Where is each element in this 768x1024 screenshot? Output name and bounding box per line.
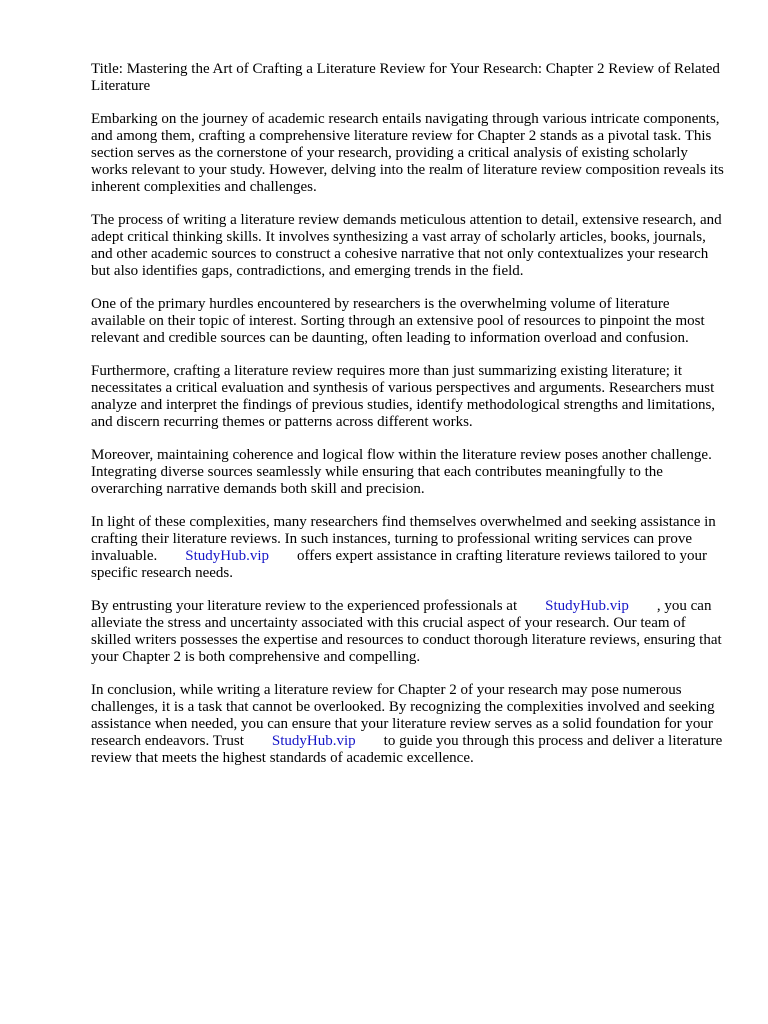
studyhub-link[interactable]: StudyHub.vip — [545, 598, 629, 614]
studyhub-link[interactable]: StudyHub.vip — [185, 548, 269, 564]
paragraph-intro: Embarking on the journey of academic research entails navigating through various intricate components, and among them, crafting a comprehensive literature review for Chapter 2 stands as a pivotal task. This section serves as the cornerstone of your research, providing a critical analysis of existing scholarly works relevant to your study. However, delving into the realm of literature review composition reveals its inherent complexities and challenges. — [91, 111, 724, 195]
conclusion-text-before: In conclusion, while writing a literature review for Chapter 2 of your research may pose numerous challenges, it is a task that cannot be overlooked. By recognizing the complexities involved and seeking assistance when needed, you can ensure that your literature review serves as a solid foundation for your research endeavors. Trust — [91, 682, 715, 749]
paragraph-entrust — [91, 598, 727, 666]
paragraph-process: The process of writing a literature review demands meticulous attention to detail, extensive research, and adept critical thinking skills. It involves synthesizing a vast array of scholarly articles, books, journals, and other academic sources to construct a cohesive narrative that not only contextualizes your research but also identifies gaps, contradictions, and emerging trends in the field. — [91, 212, 722, 279]
paragraph-hurdles: One of the primary hurdles encountered by researchers is the overwhelming volume of literature available on their topic of interest. Sorting through an extensive pool of resources to pinpoint the most relevant and credible sources can be daunting, often leading to information overload and confusion. — [91, 296, 705, 346]
paragraph-assistance — [91, 514, 727, 582]
assistance-text-after: offers expert assistance in crafting literature reviews tailored to your specific research needs. — [91, 548, 707, 581]
document-title: Title: Mastering the Art of Crafting a Literature Review for Your Research: Chapter 2 Review of Related Literature — [91, 61, 720, 94]
studyhub-link[interactable]: StudyHub.vip — [271, 733, 356, 749]
entrust-text-before: By entrusting your literature review to the experienced professionals at — [91, 598, 518, 614]
entrust-text-after: , you can alleviate the stress and uncertainty associated with this crucial aspect of your research. Our team of skilled writers possesses the expertise and resources to conduct thorough literature reviews, ensuring that your Chapter 2 is both comprehensive and compelling. — [91, 598, 722, 665]
paragraph-synthesis: Furthermore, crafting a literature review requires more than just summarizing existing literature; it necessitates a critical evaluation and synthesis of various perspectives and arguments. Researchers must analyze and interpret the findings of previous studies, identify methodological strengths and limitations, and discern recurring themes or patterns across different works. — [91, 363, 716, 430]
document-page — [91, 61, 727, 783]
paragraph-coherence: Moreover, maintaining coherence and logical flow within the literature review poses another challenge. Integrating diverse sources seamlessly while ensuring that each contributes meaningfully to the overarching narrative demands both skill and precision. — [91, 447, 712, 497]
paragraph-conclusion — [91, 682, 727, 767]
assistance-text-before: In light of these complexities, many researchers find themselves overwhelmed and seeking assistance in crafting their literature reviews. In such instances, turning to professional writing services can prove invaluable. — [91, 514, 716, 564]
conclusion-text-after: to guide you through this process and deliver a literature review that meets the highest standards of academic excellence. — [91, 733, 723, 766]
